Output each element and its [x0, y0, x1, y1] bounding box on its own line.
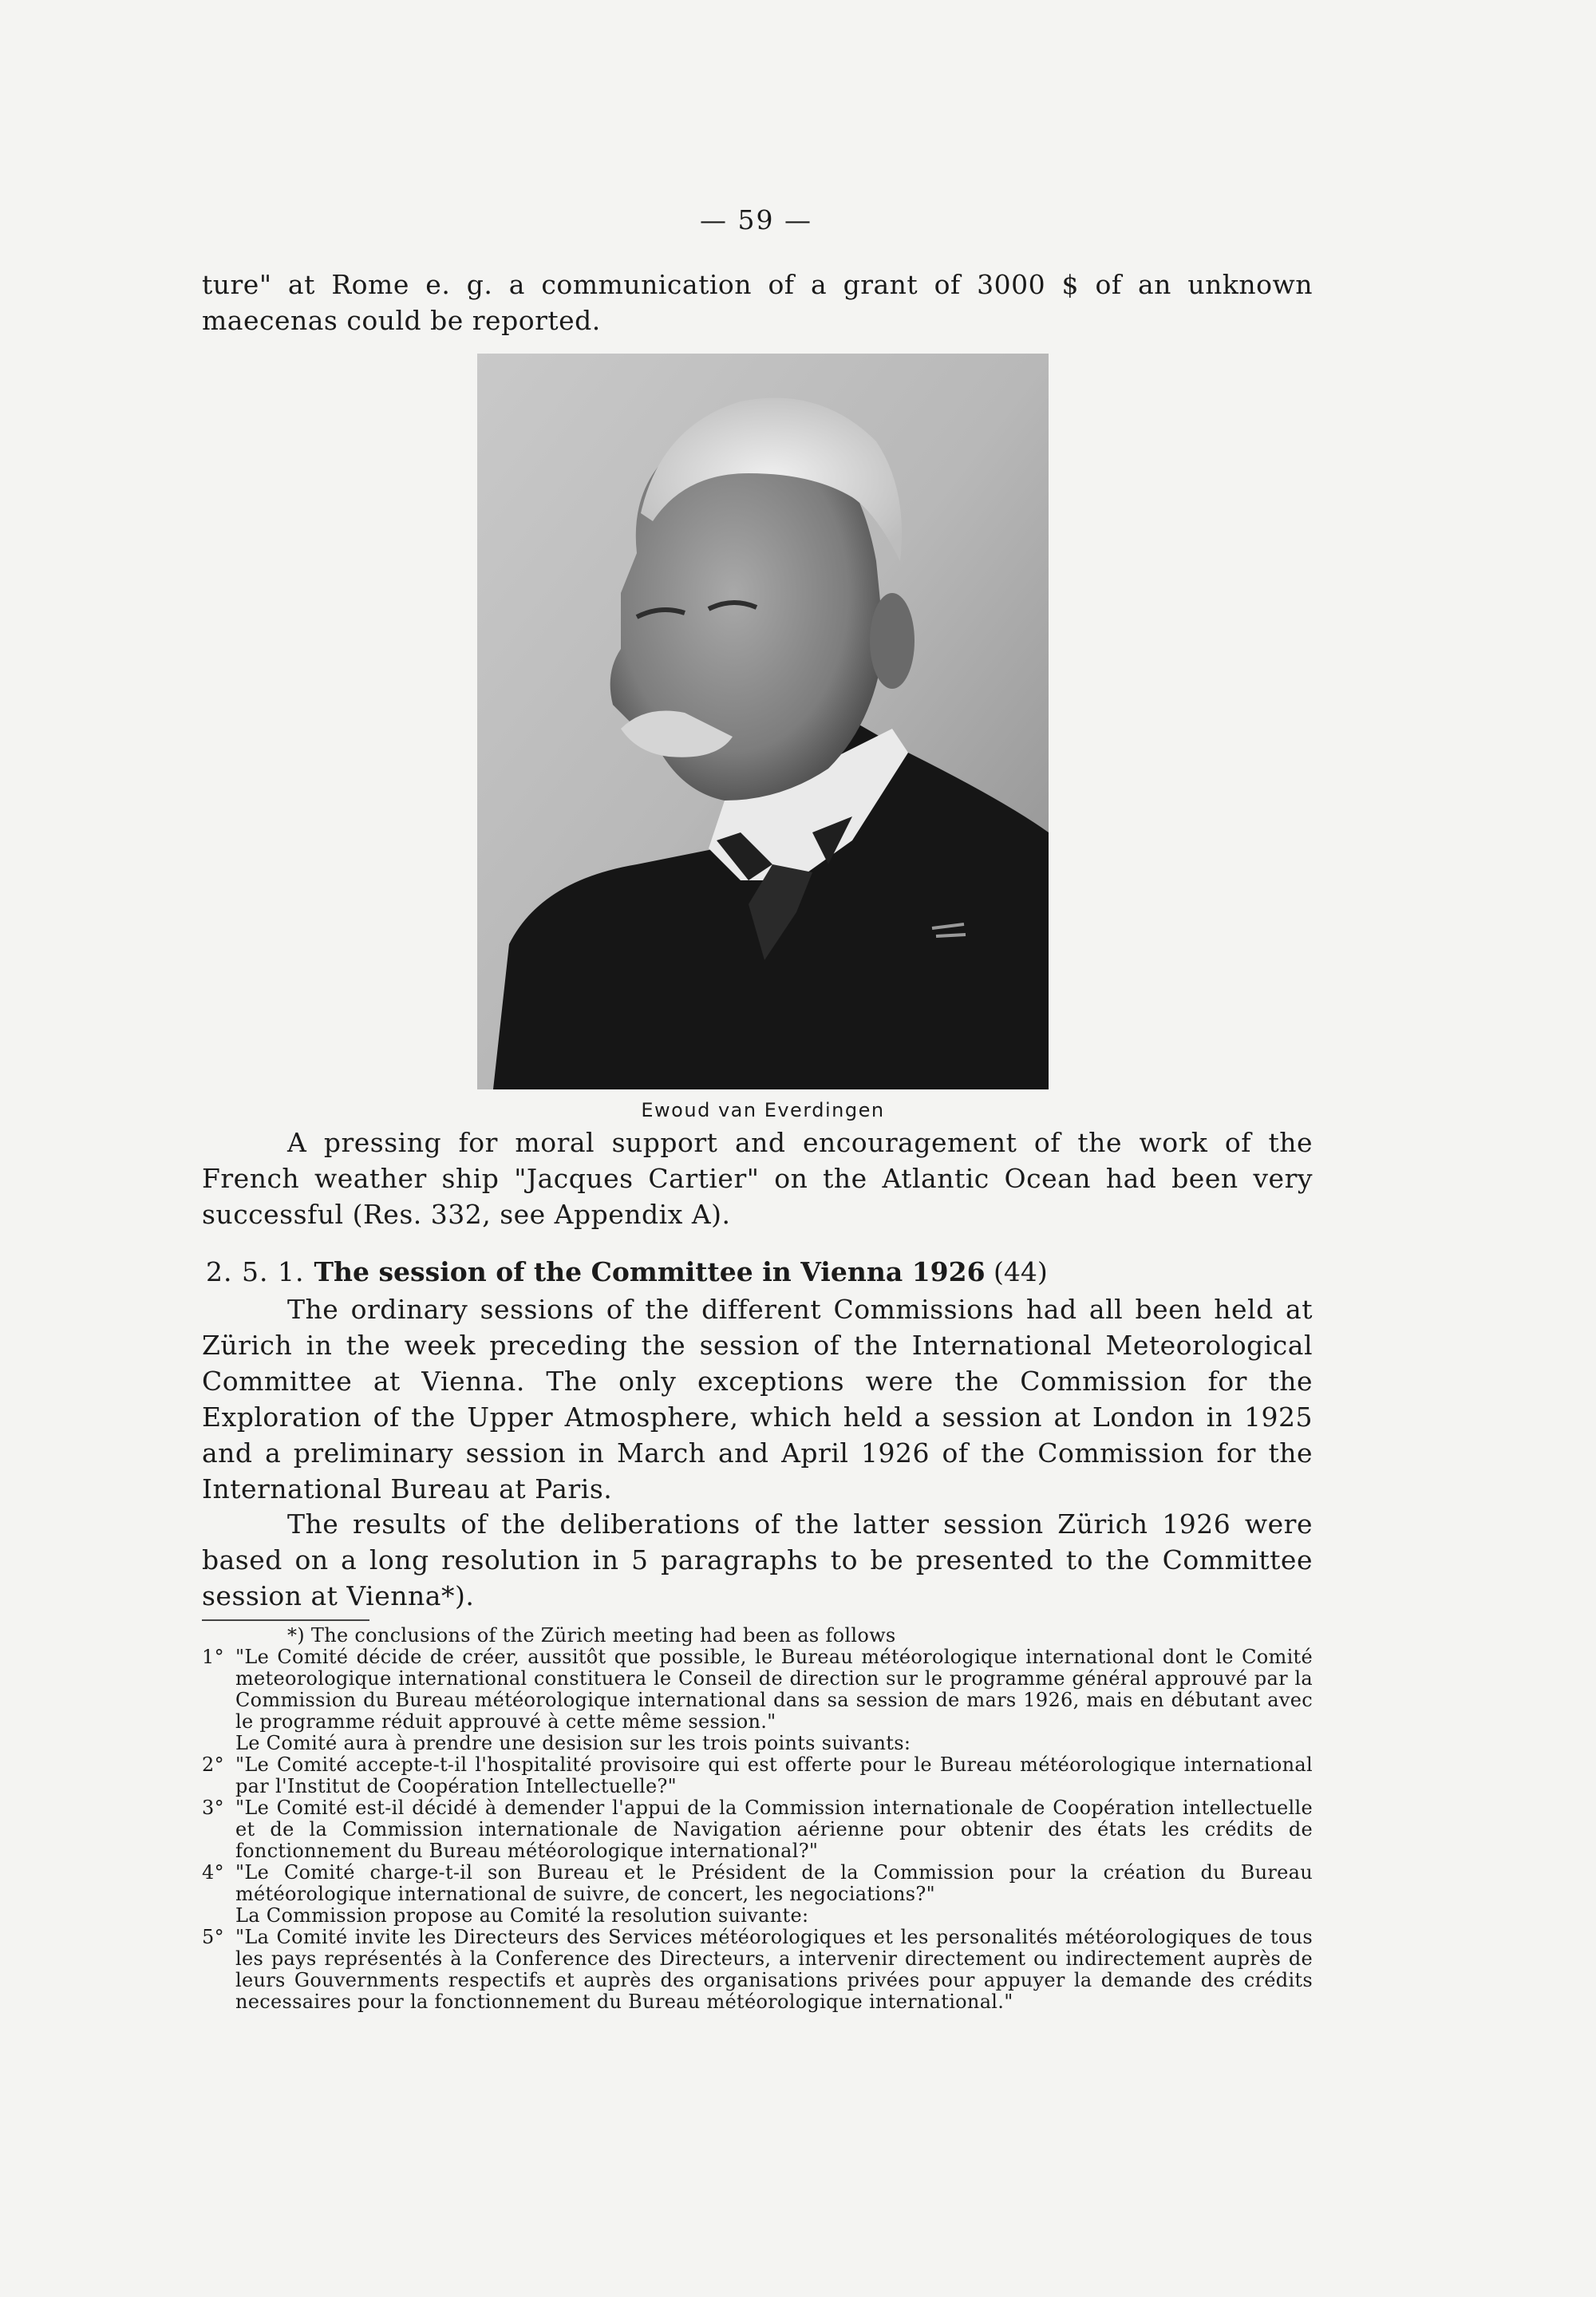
section-paragraph: The ordinary sessions of the different Commissions had all been held at Zürich in the week preceding the session of the International Meteorological Committee at Vienna. The only exceptions were the Commission for the Exploration of the Upper Atmosphere, which held a session at London in 1925 and a preliminary session in March and April 1926 of the Commission for the International Bureau at Paris.: [202, 1294, 1313, 1504]
footnote-number: 1°: [202, 1646, 224, 1668]
section-number: 2. 5. 1.: [206, 1256, 305, 1287]
footnote-number: 2°: [202, 1753, 224, 1776]
footnote-intro: *) The conclusions of the Zürich meeting had been as follows: [287, 1624, 896, 1647]
section-paragraph: The results of the deliberations of the latter session Zürich 1926 were based on a long resolution in 5 paragraphs to be presented to the Committee session at Vienna*).: [202, 1508, 1313, 1611]
section-ref: (44): [994, 1256, 1048, 1287]
footnote-note: La Commission propose au Comité la resolution suivante:: [235, 1904, 809, 1927]
footnote-text: "Le Comité charge-t-il son Bureau et le Président de la Commission pour la création du Bureau météorologique international de suivre, de concert, les negociations?": [235, 1861, 1313, 1905]
portrait-photo: [477, 354, 1049, 1089]
footnote-note: Le Comité aura à prendre une desision sur les trois points suivants:: [235, 1732, 911, 1754]
page-number: — 59 —: [700, 204, 812, 235]
footnote-text: "La Comité invite les Directeurs des Services météorologiques et les personalités météorologiques de tous les pays représentés à la Conference des Directeurs, a intervenir directement ou indirectement auprès de leurs Gouvernments respectifs et auprès des organisations privées pour appuyer la demande des crédits necessaires pour la fonctionnement du Bureau météorologique international.": [235, 1926, 1313, 2013]
footnote-item: [202, 1647, 1313, 1733]
portrait-image: [477, 354, 1049, 1089]
footnote-number: 4°: [202, 1861, 224, 1884]
photo-caption: Ewoud van Everdingen: [641, 1099, 885, 1121]
footnote-text: "Le Comité accepte-t-il l'hospitalité provisoire qui est offerte pour le Bureau météorologique international par l'Institut de Coopération Intellectuelle?": [235, 1753, 1313, 1797]
footnote-item: [202, 1797, 1313, 1862]
footnote-item: [202, 1862, 1313, 1905]
footnote-text: "Le Comité est-il décidé à demender l'appui de la Commission internationale de Coopération intellectuelle et de la Commission internationale de Navigation aérienne pour obtenir des états les crédits de fonctionnement du Bureau météorologique international?": [235, 1797, 1313, 1862]
footnote-divider: [202, 1619, 369, 1621]
footnote-number: 3°: [202, 1797, 224, 1819]
footnotes: [202, 1625, 1313, 2013]
footnote-number: 5°: [202, 1926, 224, 1948]
footnote-item: [202, 1927, 1313, 2013]
footnote-text: "Le Comité décide de créer, aussitôt que possible, le Bureau météorologique international dont le Comité meteorologique international constituera le Conseil de direction sur le programme général approuvé par la Commission du Bureau météorologique international dans sa session de mars 1926, mais en débutant avec le programme réduit approuvé à cette même session.": [235, 1646, 1313, 1733]
section-title: The session of the Committee in Vienna 1926: [314, 1256, 986, 1287]
section-heading: [206, 1254, 1048, 1290]
intro-paragraph: ture" at Rome e. g. a communication of a grant of 3000 $ of an unknown maecenas could be reported.: [202, 269, 1313, 336]
body-paragraph: A pressing for moral support and encouragement of the work of the French weather ship "Jacques Cartier" on the Atlantic Ocean had been very successful (Res. 332, see Appendix A).: [202, 1127, 1313, 1230]
footnote-item: [202, 1754, 1313, 1797]
